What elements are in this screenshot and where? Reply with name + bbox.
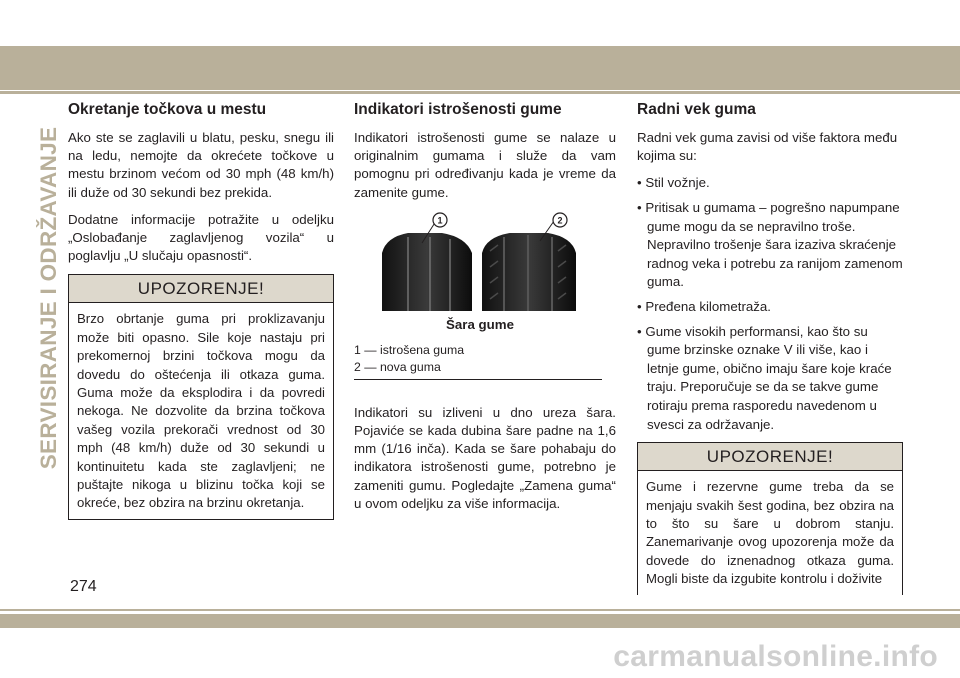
warning-box-spin (68, 274, 334, 519)
tread-figure (354, 211, 606, 380)
paragraph-spin-limit: Ako ste se zaglavili u blatu, pesku, snegu ili na ledu, nemojte da okrećete točkove u mestu brzinom većom od 30 mph (48 km/h) ili duže od 30 sekundi bez prekida. (68, 130, 334, 200)
factor-list (637, 174, 903, 434)
section-title: SERVISIRANJE I ODRŽAVANJE (36, 126, 61, 470)
paragraph-see-section: Dodatne informacije potražite u odeljku „Oslobađanje zaglavljenog vozila“ u poglavlju „U slučaju opasnosti“. (68, 211, 334, 264)
warning-title: UPOZORENJE! (69, 275, 333, 303)
paragraph-indicators-intro: Indikatori istrošenosti gume se nalaze u originalnim gumama i služe da vam pomognu pri određivanju kada je vreme da zamenite gume. (354, 130, 616, 200)
list-item: • Stil vožnje. (637, 174, 903, 193)
legend-worn: 1 — istrošena guma (354, 342, 465, 357)
legend-new: 2 — nova guma (354, 359, 441, 374)
header-band (0, 46, 960, 90)
watermark: carmanualsonline.info (613, 640, 938, 673)
header-rule (0, 91, 960, 94)
page-number: 274 (70, 578, 97, 595)
heading-tire-life: Radni vek guma (637, 101, 756, 118)
list-item: • Gume visokih performansi, kao što su gume brzinske oznake V ili više, kao i letnje gume, obično imaju šare koje kraće traju. Preporučuje se da se takve gume rotiraju prema rasporedu navedenom u svesci za održavanje. (637, 323, 903, 435)
column-3 (637, 100, 903, 595)
warning-text: Gume i rezervne gume treba da se menjaju svakih šest godina, bez obzira na to što su šare u dobrom stanju. Zanemarivanje ovog upozorenja može da dovede do iznenadnog otkaza guma. Mogli biste da izgubite kontrolu i doživite (646, 479, 894, 587)
callout-1: 1 (437, 215, 443, 226)
column-1 (68, 100, 334, 520)
warning-box-age (637, 442, 903, 594)
callout-2: 2 (557, 215, 563, 226)
list-item: • Pritisak u gumama – pogrešno napumpane gume mogu da se nepravilno troše. Nepravilno trošenje šara izaziva skraćenje radnog veka i potrebu za ranijom zamenom guma. (637, 199, 903, 292)
new-tire-icon (482, 213, 576, 311)
heading-wear-indicators: Indikatori istrošenosti gume (354, 101, 562, 118)
list-item: • Pređena kilometraža. (637, 298, 903, 317)
figure-rule (354, 379, 602, 380)
section-side-tab (34, 103, 64, 493)
warning-text: Brzo obrtanje guma pri proklizavanju može biti opasno. Sile koje nastaju pri prekomernoj brzini točkova mogu da dovedu do oštećenja ili otkaza guma. Guma može da eksplodira i da povredi nekoga. Ne dozvolite da brzina točkova vašeg vozila prekorači vrednost od 30 mph (48 km/h) duže od 30 sekundi u kontinuitetu kada ste zaglavljeni; ne puštajte nikoga u blizinu točka koji se okreće, bez obzira na brzinu okretanja. (77, 311, 325, 511)
paragraph-indicators-detail: Indikatori su izliveni u dno ureza šara. Pojaviće se kada dubina šare padne na 1,6 mm (1/16 inča). Kada se šare pohabaju do indikatora istrošenosti gume, potrebno je zameniti gumu. Pogledajte „Zamena guma“ u ovom odeljku za više informacija. (354, 404, 616, 511)
figure-title: Šara gume (446, 316, 514, 332)
column-2 (354, 100, 616, 522)
footer-band (0, 614, 960, 628)
footer-rule (0, 609, 960, 611)
heading-wheel-spin: Okretanje točkova u mestu (68, 101, 267, 118)
tire-illustration (378, 211, 578, 311)
worn-tire-icon (382, 213, 472, 311)
paragraph-life-intro: Radni vek guma zavisi od više faktora među kojima su: (637, 130, 898, 164)
warning-title: UPOZORENJE! (638, 443, 902, 471)
